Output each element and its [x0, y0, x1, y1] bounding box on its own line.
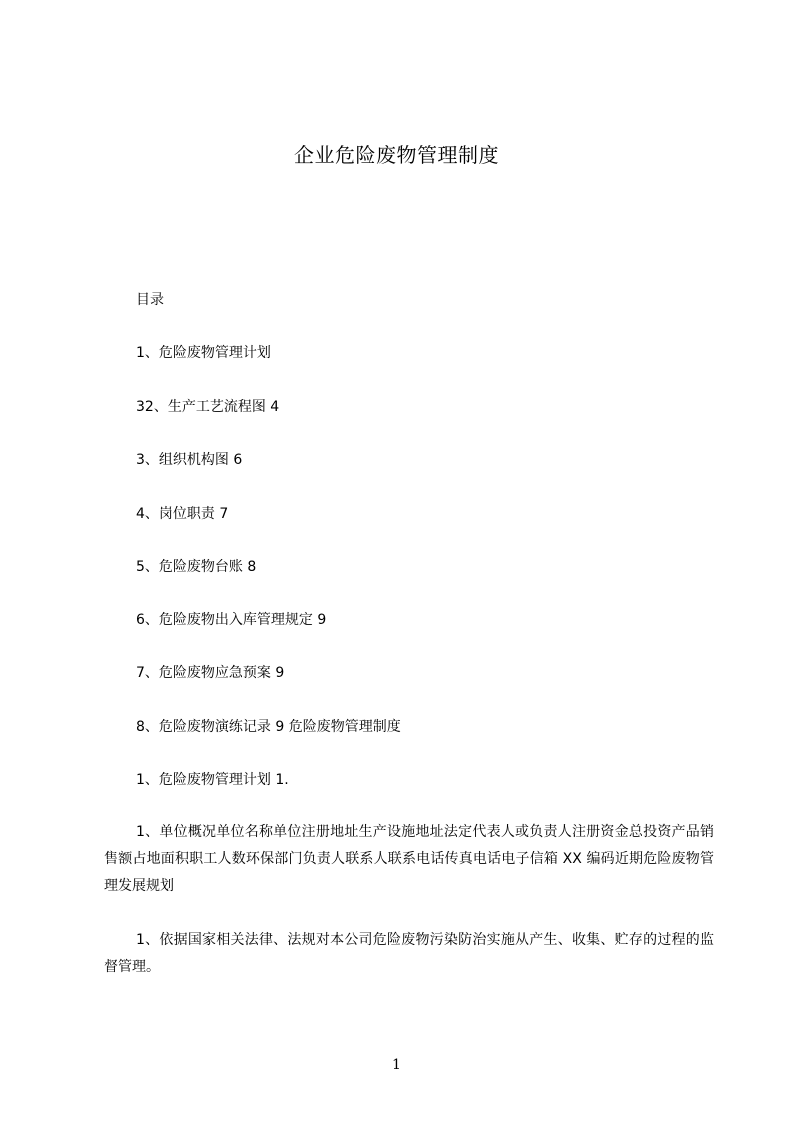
toc-item: 4、岗位职责 7	[136, 506, 229, 522]
toc-item: 8、危险废物演练记录 9 危险废物管理制度	[136, 719, 401, 735]
toc-heading: 目录	[136, 292, 164, 308]
page-number: 1	[392, 1057, 401, 1073]
toc-item: 32、生产工艺流程图 4	[136, 399, 280, 415]
body-paragraph: 1、单位概况单位名称单位注册地址生产设施地址法定代表人或负责人注册资金总投资产品销售额占地面积职工人数环保部门负责人联系人联系电话传真电话电子信箱 XX 编码近期危险废物管理发展规划	[104, 824, 714, 894]
toc-item: 5、危险废物台账 8	[136, 559, 257, 575]
body-paragraph: 1、依据国家相关法律、法规对本公司危险废物污染防治实施从产生、收集、贮存的过程的监督管理。	[104, 932, 714, 975]
toc-item: 7、危险废物应急预案 9	[136, 665, 285, 681]
section-heading: 1、危险废物管理计划 1.	[136, 772, 289, 788]
document-title: 企业危险废物管理制度	[294, 143, 499, 167]
toc-item: 3、组织机构图 6	[136, 452, 243, 468]
toc-item: 6、危险废物出入库管理规定 9	[136, 612, 327, 628]
toc-item: 1、危险废物管理计划	[136, 345, 271, 361]
